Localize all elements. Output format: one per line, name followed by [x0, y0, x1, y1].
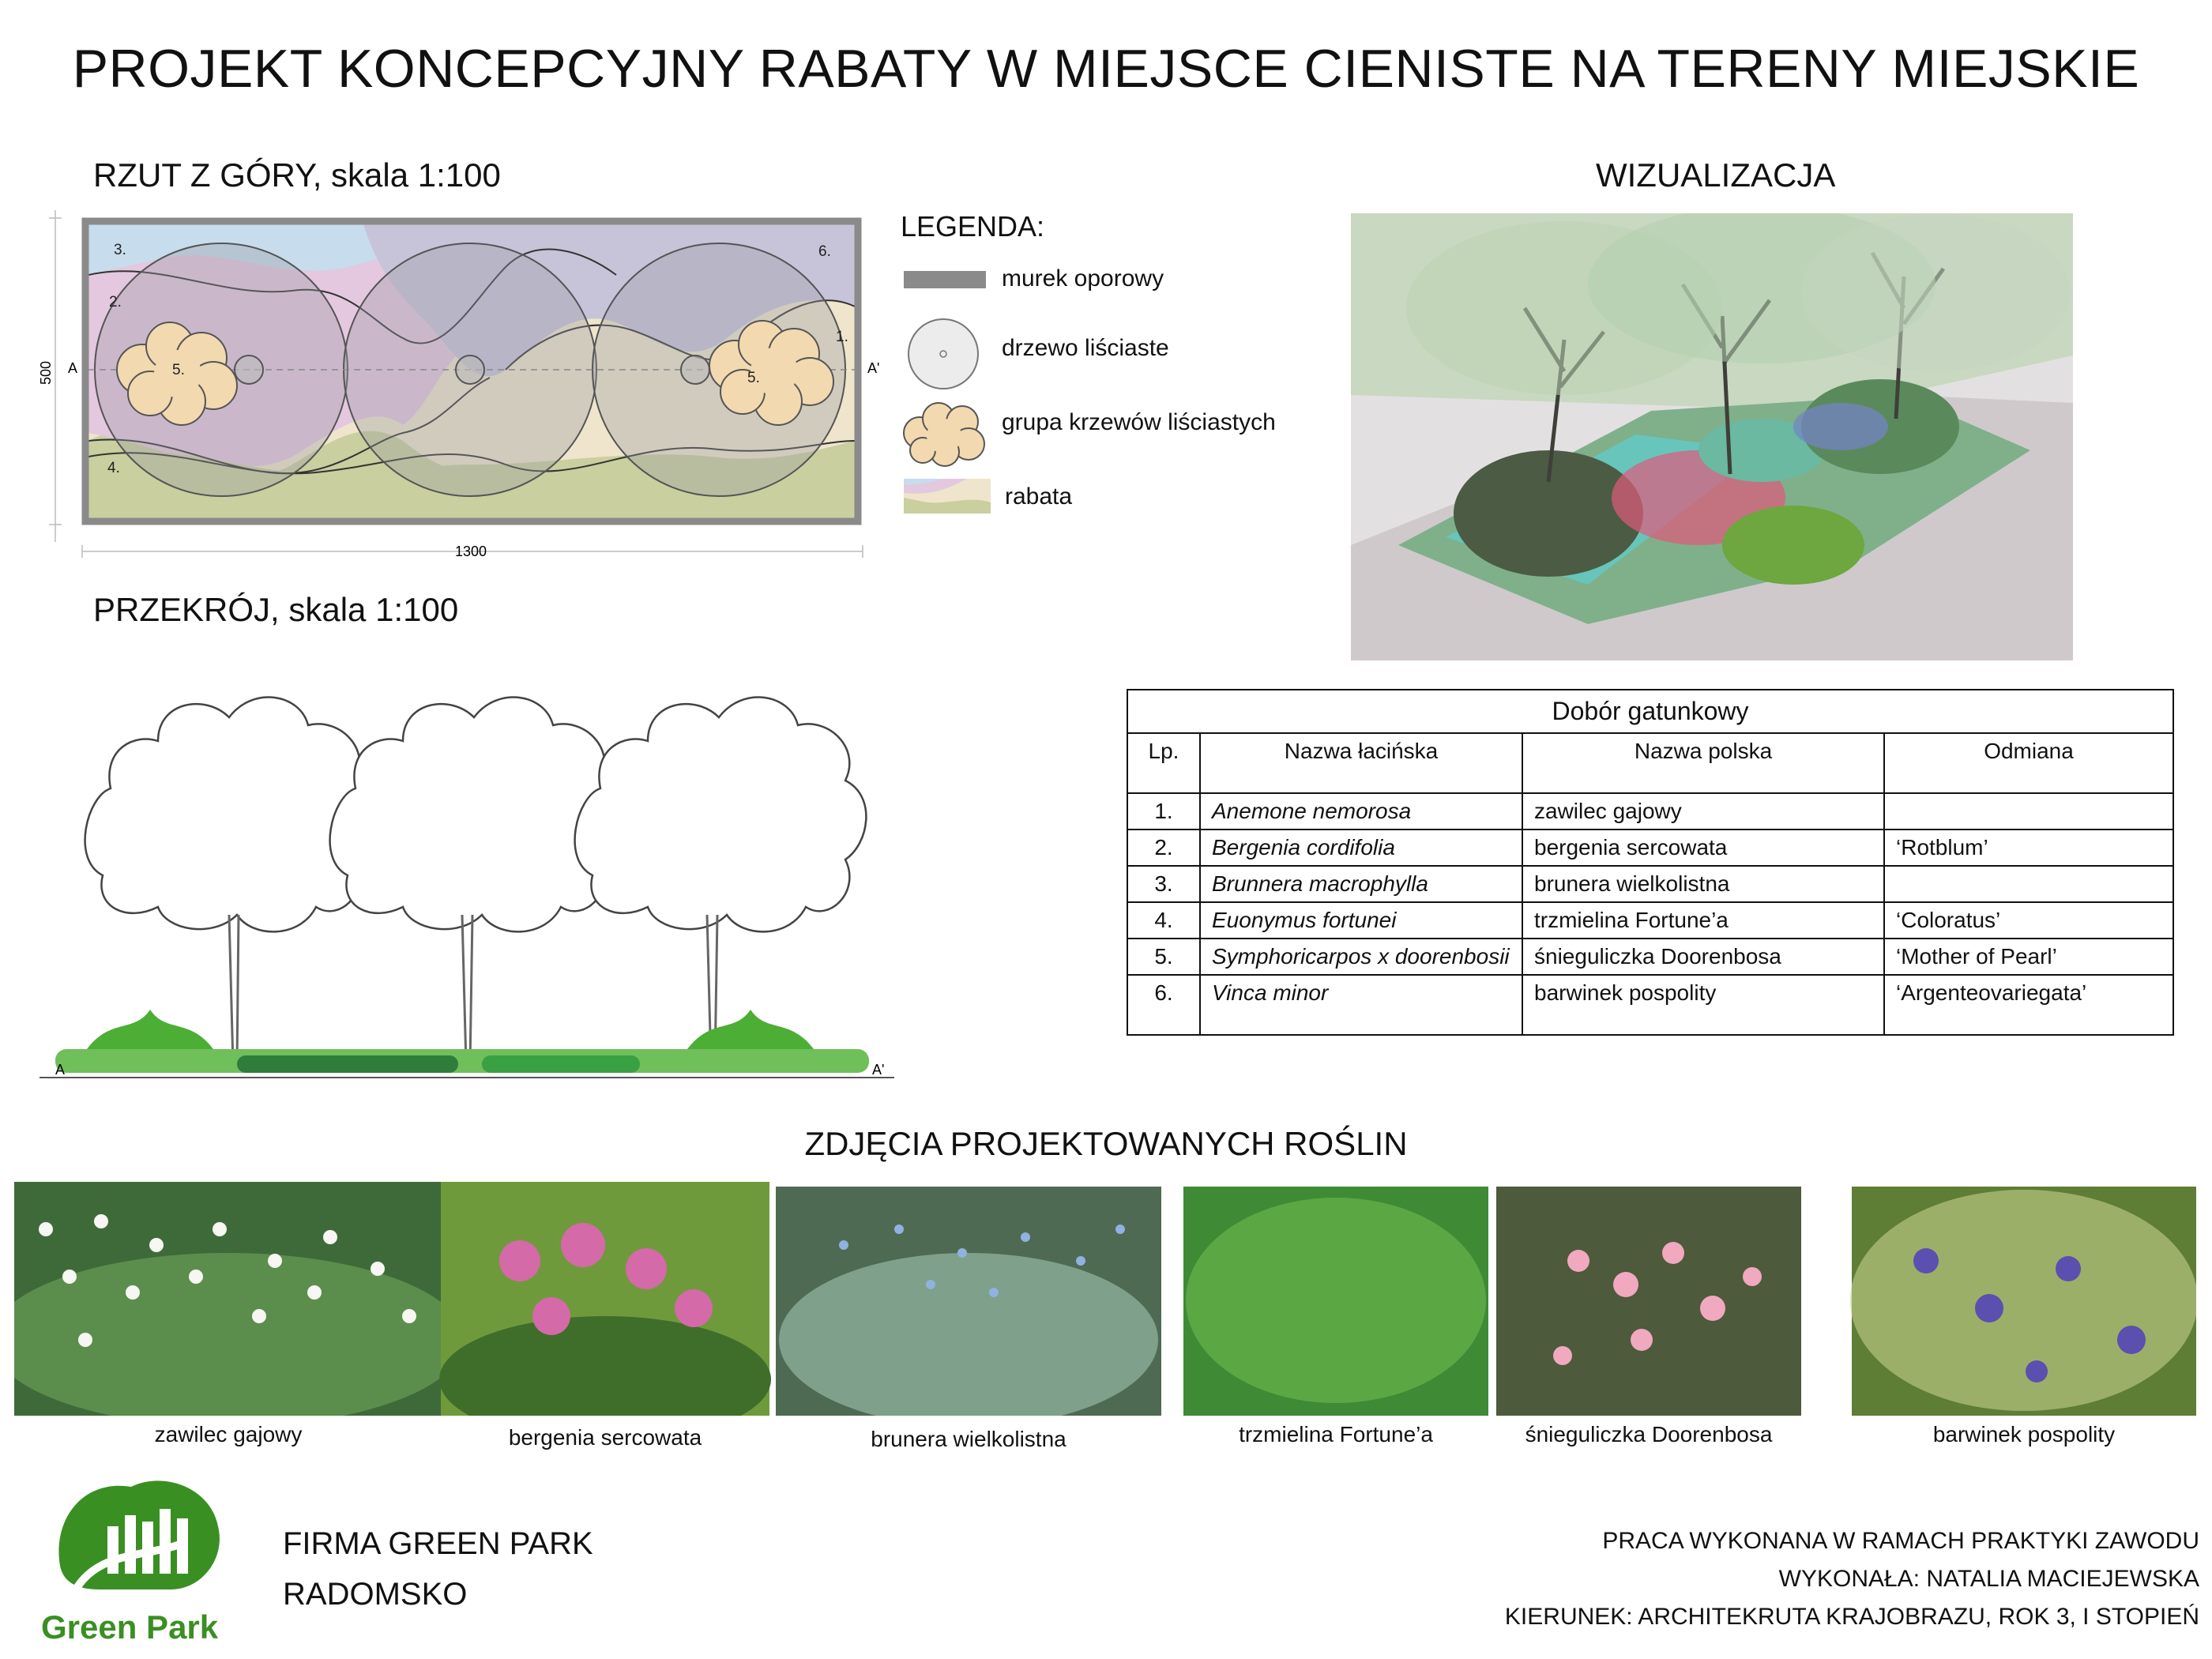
- photo-caption: brunera wielkolistna: [871, 1427, 1066, 1451]
- green-park-logo: [52, 1471, 226, 1610]
- photo-snieguliczka: [1496, 1187, 1801, 1416]
- legend-label: rabata: [1005, 483, 1073, 510]
- table-row: [1127, 975, 2173, 1035]
- section-mark-end: A': [872, 1062, 885, 1078]
- plan-height-dimension: 500: [38, 360, 54, 386]
- tree-elevations: [85, 698, 867, 932]
- cell-variety: [1884, 866, 2173, 902]
- section-drawing: [40, 638, 908, 1097]
- photo-caption: barwinek pospolity: [1932, 1422, 2116, 1446]
- zone-label: 4.: [107, 460, 120, 476]
- page-title: PROJEKT KONCEPCYJNY RABATY W MIEJSCE CIENISTE NA TERENY MIEJSKIE: [72, 39, 2140, 99]
- zone-label: 6.: [818, 243, 831, 260]
- photo-trzmielina: [1183, 1187, 1488, 1416]
- plan-width-dimension: 1300: [454, 544, 487, 559]
- cell-lp: 4.: [1127, 902, 1200, 939]
- cell-latin: Euonymus fortunei: [1200, 902, 1522, 939]
- table-caption: Dobór gatunkowy: [1127, 690, 2173, 733]
- legend-label: grupa krzewów liściastych: [1002, 409, 1276, 435]
- species-table: [1127, 689, 2174, 1036]
- cell-polish: barwinek pospolity: [1522, 975, 1884, 1035]
- legend-flowerbed-symbol: [904, 479, 991, 514]
- zone-label: 3.: [114, 242, 126, 258]
- cell-variety: [1884, 793, 2173, 830]
- photos-heading: ZDJĘCIA PROJEKTOWANYCH ROŚLIN: [804, 1125, 1408, 1162]
- column-header: Lp.: [1127, 733, 1200, 793]
- cell-latin: Brunnera macrophylla: [1200, 866, 1522, 902]
- legend-label: drzewo liściaste: [1002, 335, 1169, 361]
- ground-plants: [55, 1010, 869, 1073]
- cell-variety: ‘Argenteovariegata’: [1884, 975, 2173, 1035]
- zone-label: 1.: [836, 329, 848, 345]
- cell-lp: 2.: [1127, 830, 1200, 866]
- tree-trunks: [229, 915, 717, 1065]
- legend-shrub-symbol: [901, 401, 988, 468]
- plan-heading: RZUT Z GÓRY, skala 1:100: [93, 156, 501, 194]
- zone-label: 2.: [109, 294, 122, 310]
- section-heading: PRZEKRÓJ, skala 1:100: [93, 591, 459, 628]
- column-header: Nazwa łacińska: [1200, 733, 1522, 793]
- cell-polish: brunera wielkolistna: [1522, 866, 1884, 902]
- cell-variety: ‘Rotblum’: [1884, 830, 2173, 866]
- cell-polish: bergenia sercowata: [1522, 830, 1884, 866]
- cell-lp: 3.: [1127, 866, 1200, 902]
- company-city: RADOMSKO: [283, 1577, 468, 1612]
- cell-polish: śnieguliczka Doorenbosa: [1522, 939, 1884, 975]
- photo-caption: trzmielina Fortune’a: [1239, 1422, 1433, 1446]
- photo-barwinek: [1850, 1187, 2196, 1416]
- photo-caption: bergenia sercowata: [508, 1425, 702, 1450]
- zone-label: 5.: [172, 362, 185, 378]
- visualization-heading: WIZUALIZACJA: [1596, 156, 1836, 194]
- cell-lp: 6.: [1127, 975, 1200, 1035]
- plan-drawing: [32, 204, 901, 567]
- cell-latin: Vinca minor: [1200, 975, 1522, 1035]
- section-mark-start: A: [68, 360, 78, 376]
- section-mark-end: A': [867, 360, 880, 376]
- footer-info-line: PRACA WYKONANA W RAMACH PRAKTYKI ZAWODU: [1602, 1528, 2199, 1554]
- table-row: [1127, 902, 2173, 939]
- table-row: [1127, 866, 2173, 902]
- cell-latin: Symphoricarpos x doorenbosii: [1200, 939, 1522, 975]
- photo-caption: zawilec gajowy: [154, 1422, 303, 1446]
- legend-wall-symbol: [904, 271, 986, 288]
- cell-polish: zawilec gajowy: [1522, 793, 1884, 830]
- cell-latin: Anemone nemorosa: [1200, 793, 1522, 830]
- cell-variety: ‘Coloratus’: [1884, 902, 2173, 939]
- photo-caption: śnieguliczka Doorenbosa: [1525, 1422, 1773, 1446]
- cell-lp: 5.: [1127, 939, 1200, 975]
- zone-label: 5.: [747, 370, 760, 386]
- legend-label: murek oporowy: [1002, 265, 1164, 292]
- footer-info-line: WYKONAŁA: NATALIA MACIEJEWSKA: [1778, 1566, 2199, 1592]
- column-header: Odmiana: [1884, 733, 2173, 793]
- cell-variety: ‘Mother of Pearl’: [1884, 939, 2173, 975]
- table-row: [1127, 939, 2173, 975]
- company-name: FIRMA GREEN PARK: [283, 1526, 593, 1561]
- section-mark-start: A: [55, 1062, 66, 1078]
- cell-lp: 1.: [1127, 793, 1200, 830]
- table-row: [1127, 793, 2173, 830]
- photo-bergenia: [439, 1182, 771, 1416]
- legend-title: LEGENDA:: [901, 210, 1045, 243]
- table-row: [1127, 830, 2173, 866]
- logo-text: Green Park: [41, 1608, 219, 1646]
- photo-brunera: [776, 1187, 1161, 1416]
- legend-tree-symbol: [904, 314, 983, 393]
- photo-zawilec: [14, 1182, 465, 1416]
- cell-polish: trzmielina Fortune’a: [1522, 902, 1884, 939]
- plant-photos: [14, 1182, 2196, 1416]
- visualization-drawing: [1351, 213, 2073, 660]
- column-header: Nazwa polska: [1522, 733, 1884, 793]
- flowerbed-zones: [88, 224, 855, 518]
- footer-info-line: KIERUNEK: ARCHITEKRUTA KRAJOBRAZU, ROK 3, I STOPIEŃ: [1504, 1604, 2199, 1630]
- cell-latin: Bergenia cordifolia: [1200, 830, 1522, 866]
